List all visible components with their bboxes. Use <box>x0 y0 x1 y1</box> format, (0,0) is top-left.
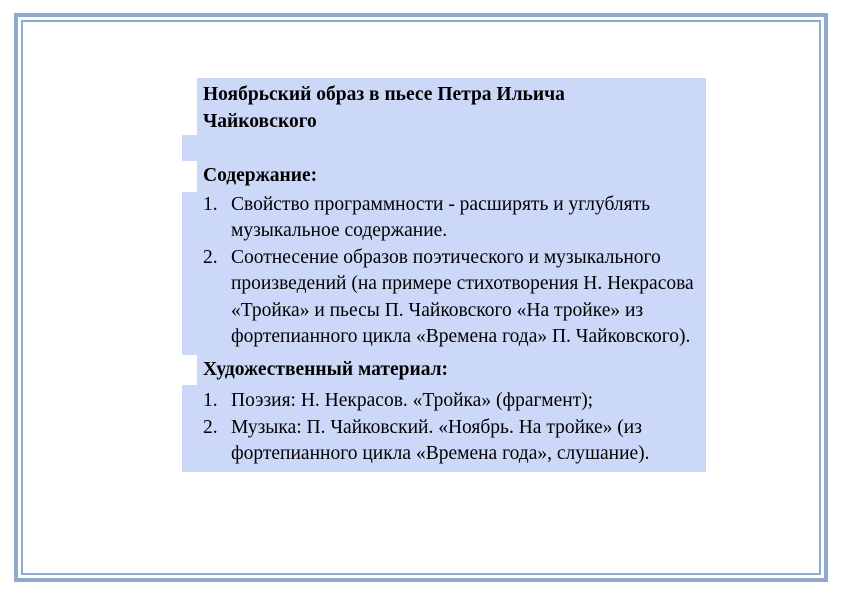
list-item-text: Поэзия: Н. Некрасов. «Тройка» (фрагмент); <box>231 390 594 411</box>
list-item-number: 1. <box>203 193 218 215</box>
slide-title-line-1: Ноябрьский образ в пьесе Петра Ильича <box>203 84 565 105</box>
list-item-number: 1. <box>203 390 218 411</box>
list-item-number: 2. <box>203 416 218 438</box>
list-item-text: Музыка: П. Чайковский. «Ноябрь. На тройке» (из фортепианного цикла «Времена года», слушание). <box>231 416 650 464</box>
list-item <box>182 415 706 472</box>
section-heading-hudozhestvennyi-material: Художественный материал: <box>197 355 706 386</box>
list-item <box>182 245 706 355</box>
list-item-text: Свойство программности - расширять и углублять музыкальное содержание. <box>231 193 651 241</box>
list-item <box>182 385 706 415</box>
slide-content <box>182 78 706 472</box>
slide-title <box>197 78 706 135</box>
title-spacer <box>182 135 706 161</box>
slide-title-line-2: Чайковского <box>203 110 317 132</box>
list-item-text: Соотнесение образов поэтического и музыкального произведений (на примере стихотворения Н. Некрасова «Тройка» и пьесы П. Чайковского «На тройке» из фортепианного цикла «Времена года» П. Чайковского). <box>231 246 694 347</box>
content-list-soderzhanie <box>182 192 706 355</box>
list-item-number: 2. <box>203 246 218 268</box>
content-list-hudozhestvennyi-material <box>182 385 706 472</box>
section-heading-soderzhanie: Содержание: <box>197 161 706 192</box>
list-item <box>182 192 706 245</box>
